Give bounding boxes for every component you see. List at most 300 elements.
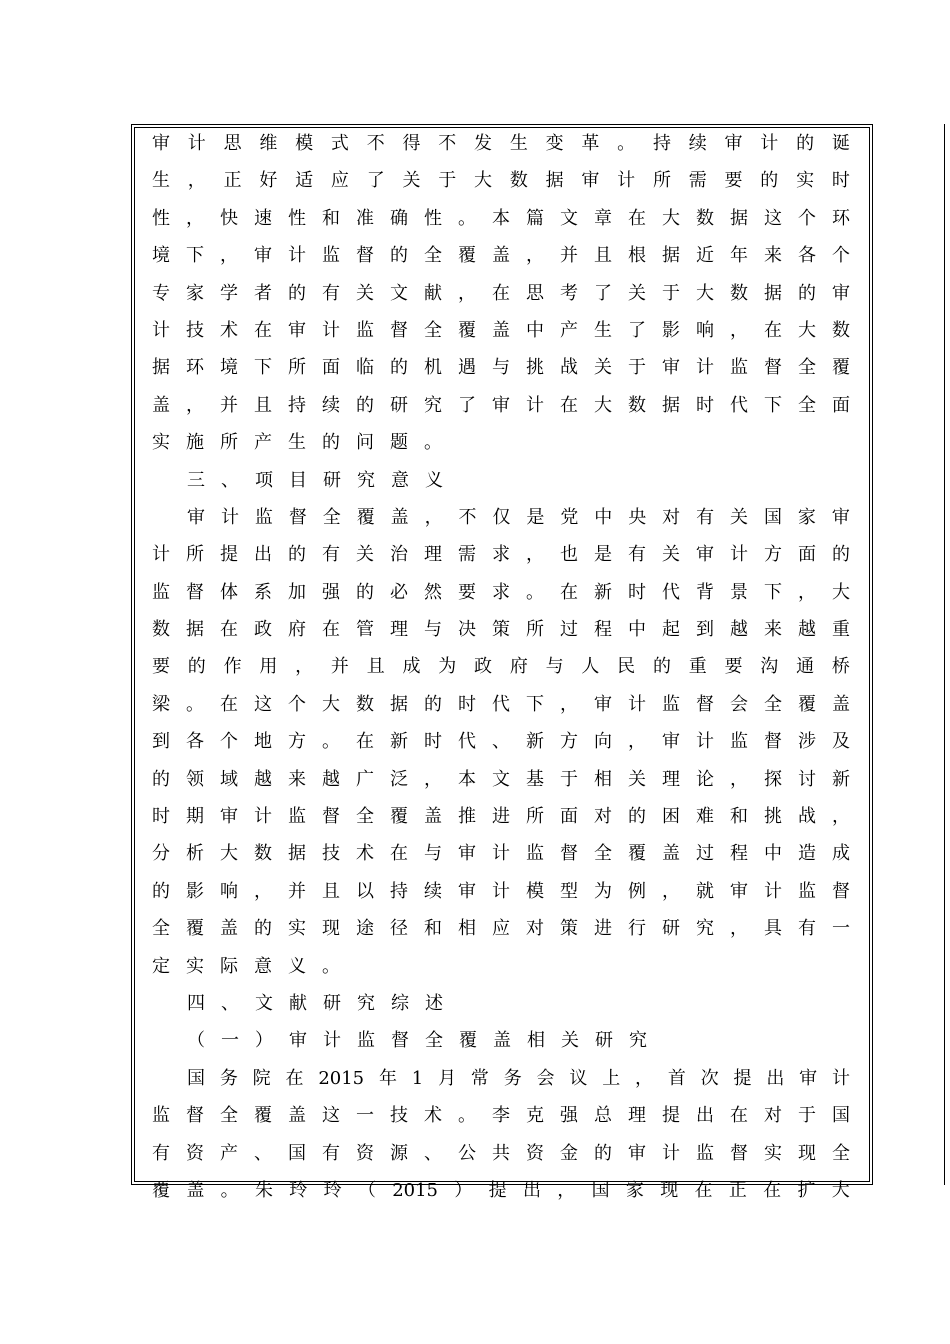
glyph: 重 [832, 619, 850, 641]
text-line [152, 948, 850, 985]
glyph: 来 [288, 768, 306, 790]
glyph: 环 [186, 357, 204, 379]
glyph: 必 [390, 581, 408, 603]
glyph: 监 [357, 1030, 375, 1052]
text-line [152, 312, 850, 349]
glyph: 。 [322, 731, 340, 753]
glyph: 全 [798, 357, 816, 379]
glyph: 面 [322, 357, 340, 379]
glyph: 实 [152, 432, 170, 454]
glyph: 学 [220, 282, 238, 304]
glyph: 审 [220, 806, 238, 828]
glyph: 要 [152, 656, 170, 678]
glyph: 持 [390, 880, 408, 902]
glyph: 的 [152, 768, 170, 790]
text-line [152, 200, 850, 237]
glyph: 关 [561, 1030, 579, 1052]
glyph: 准 [356, 207, 374, 229]
glyph: 朱 [254, 1179, 273, 1201]
glyph: 的 [322, 432, 340, 454]
glyph: 出 [696, 1105, 714, 1127]
glyph: ， [832, 806, 850, 828]
text-line [152, 1135, 850, 1172]
glyph: 时 [696, 394, 714, 416]
glyph: 研 [390, 394, 408, 416]
glyph: 所 [288, 357, 306, 379]
glyph: 方 [560, 731, 578, 753]
section-heading [152, 462, 850, 499]
glyph: 各 [186, 731, 204, 753]
glyph: 民 [617, 656, 636, 678]
glyph: 府 [288, 619, 306, 641]
glyph: 个 [798, 207, 816, 229]
glyph: 盖 [492, 319, 510, 341]
glyph: ， [628, 731, 646, 753]
glyph: 在 [322, 619, 340, 641]
glyph: 督 [391, 1030, 409, 1052]
glyph: 数 [730, 282, 748, 304]
glyph: 督 [832, 880, 850, 902]
glyph: 共 [492, 1142, 510, 1164]
text-line [152, 125, 850, 162]
glyph: 金 [560, 1142, 578, 1164]
glyph: 大 [832, 581, 850, 603]
glyph: 产 [220, 1142, 238, 1164]
glyph: 中 [764, 843, 782, 865]
glyph: 覆 [390, 806, 408, 828]
glyph: 现 [322, 918, 340, 940]
glyph: 大 [594, 394, 612, 416]
glyph: 沟 [760, 656, 779, 678]
glyph: 国 [288, 1142, 306, 1164]
glyph: 是 [526, 506, 545, 528]
glyph: 与 [492, 357, 510, 379]
glyph: 计 [323, 1030, 341, 1052]
glyph: 然 [424, 581, 442, 603]
glyph: 代 [730, 394, 748, 416]
glyph: 难 [696, 806, 714, 828]
glyph: 性 [288, 207, 306, 229]
glyph: ， [424, 506, 443, 528]
glyph: 审 [458, 880, 476, 902]
glyph: 计 [152, 319, 170, 341]
glyph: 大 [831, 1179, 850, 1201]
glyph: 玲 [323, 1179, 342, 1201]
glyph: 项 [255, 469, 273, 491]
glyph: 审 [492, 394, 510, 416]
text-line [152, 723, 850, 760]
glyph: 大 [220, 843, 238, 865]
glyph: 的 [424, 693, 442, 715]
glyph: 这 [254, 693, 272, 715]
glyph: 所 [186, 544, 204, 566]
glyph: 计 [832, 1067, 850, 1089]
text-line [152, 798, 850, 835]
glyph: 程 [594, 619, 612, 641]
glyph: 议 [569, 1067, 588, 1089]
glyph: 党 [560, 506, 579, 528]
glyph: 响 [220, 880, 238, 902]
glyph: 领 [186, 768, 204, 790]
glyph: 督 [186, 581, 204, 603]
glyph: 新 [594, 581, 612, 603]
glyph: 大 [474, 170, 493, 192]
glyph: 起 [662, 619, 680, 641]
glyph: ， [220, 245, 238, 267]
glyph: 国 [591, 1179, 610, 1201]
glyph: 相 [594, 768, 612, 790]
glyph: 系 [254, 581, 272, 603]
glyph: 要 [724, 656, 743, 678]
glyph: 覆 [628, 843, 646, 865]
glyph: 督 [390, 319, 408, 341]
glyph: 管 [356, 619, 374, 641]
glyph: 持 [652, 133, 671, 154]
glyph: 对 [764, 1105, 782, 1127]
glyph: 在 [560, 581, 578, 603]
glyph: 出 [766, 1067, 785, 1089]
glyph: 家 [625, 1179, 644, 1201]
glyph: 有 [798, 918, 816, 940]
text-line [152, 349, 850, 386]
glyph: 据 [390, 693, 408, 715]
glyph: 监 [254, 506, 273, 528]
glyph: 审 [696, 544, 714, 566]
glyph: 盖 [424, 806, 442, 828]
glyph: 进 [492, 806, 510, 828]
glyph: 审 [581, 170, 600, 192]
glyph: 决 [458, 619, 476, 641]
glyph: 性 [152, 207, 170, 229]
glyph: 监 [288, 806, 306, 828]
glyph: 个 [832, 245, 850, 267]
glyph: 的 [760, 170, 779, 192]
glyph: 于 [798, 1105, 816, 1127]
glyph: 督 [322, 806, 340, 828]
glyph: 全 [594, 843, 612, 865]
glyph: 需 [458, 544, 476, 566]
glyph: 根 [628, 245, 646, 267]
glyph: 的 [390, 357, 408, 379]
text-line [152, 1060, 850, 1097]
glyph: 性 [424, 207, 442, 229]
glyph: 越 [322, 768, 340, 790]
glyph: 覆 [186, 918, 204, 940]
glyph: 监 [730, 731, 748, 753]
glyph: 全 [425, 1030, 443, 1052]
glyph: 地 [254, 731, 272, 753]
glyph: 广 [356, 768, 374, 790]
glyph: ， [254, 880, 272, 902]
glyph: 径 [390, 918, 408, 940]
glyph: 一 [832, 918, 850, 940]
glyph: 环 [832, 207, 850, 229]
glyph: 审 [662, 357, 680, 379]
glyph: 覆 [458, 319, 476, 341]
glyph: 有 [322, 282, 340, 304]
text-line [152, 873, 850, 910]
glyph: 献 [289, 992, 307, 1014]
glyph: 文 [560, 207, 578, 229]
glyph: 意 [254, 955, 272, 977]
glyph: 代 [458, 731, 476, 753]
glyph: 数 [696, 207, 714, 229]
text-line [152, 648, 850, 685]
glyph: 研 [595, 1030, 613, 1052]
glyph: 越 [254, 768, 272, 790]
glyph: 在 [628, 207, 646, 229]
glyph: 覆 [458, 245, 476, 267]
text-line [152, 1172, 850, 1209]
glyph: 玲 [289, 1179, 308, 1201]
glyph: 在 [390, 843, 408, 865]
glyph: 战 [798, 806, 816, 828]
glyph: ， [295, 656, 314, 678]
glyph: 计 [220, 506, 239, 528]
glyph: 国 [763, 506, 782, 528]
glyph: 国 [187, 1067, 205, 1089]
glyph: 推 [458, 806, 476, 828]
glyph: 义 [288, 955, 306, 977]
glyph: 是 [594, 544, 612, 566]
glyph: 型 [560, 880, 578, 902]
glyph: 与 [424, 843, 442, 865]
glyph: 生 [288, 432, 306, 454]
glyph: 年 [730, 245, 748, 267]
glyph: 盖 [493, 1030, 511, 1052]
glyph: ， [458, 282, 476, 304]
glyph: 提 [662, 1105, 680, 1127]
glyph: 在 [492, 282, 510, 304]
glyph: 各 [798, 245, 816, 267]
text-line [152, 910, 850, 947]
glyph: 一 [221, 1030, 239, 1052]
glyph: 在 [764, 319, 782, 341]
glyph: 术 [424, 1105, 442, 1127]
glyph: 据 [186, 619, 204, 641]
glyph: 在 [356, 731, 374, 753]
glyph: 理 [424, 544, 442, 566]
glyph: 遇 [458, 357, 476, 379]
glyph: 体 [220, 581, 238, 603]
glyph: 现 [660, 1179, 679, 1201]
glyph: 考 [560, 282, 578, 304]
glyph: 下 [526, 693, 544, 715]
glyph: 现 [798, 1142, 816, 1164]
glyph: ） [454, 1179, 473, 1201]
glyph: 义 [425, 469, 443, 491]
glyph: 影 [186, 880, 204, 902]
glyph: 文 [255, 992, 273, 1014]
glyph: 越 [730, 619, 748, 641]
glyph: 次 [700, 1067, 719, 1089]
glyph: 。 [526, 581, 544, 603]
glyph: 文 [492, 768, 510, 790]
glyph: 综 [391, 992, 409, 1014]
glyph: 要 [724, 170, 743, 192]
glyph: 应 [492, 918, 510, 940]
glyph: 计 [492, 843, 510, 865]
glyph: 理 [628, 1105, 646, 1127]
glyph: 这 [764, 207, 782, 229]
glyph: 首 [667, 1067, 686, 1089]
glyph: 策 [492, 619, 510, 641]
glyph: 的 [628, 806, 646, 828]
glyph: 且 [322, 880, 340, 902]
glyph: 所 [652, 170, 671, 192]
glyph: 家 [186, 282, 204, 304]
glyph: 督 [696, 693, 714, 715]
glyph: 正 [223, 170, 242, 192]
glyph: 续 [322, 394, 340, 416]
glyph: 监 [356, 319, 374, 341]
glyph: 了 [628, 319, 646, 341]
glyph: 出 [522, 1179, 541, 1201]
glyph: 李 [492, 1105, 510, 1127]
text-line [152, 686, 850, 723]
glyph: 大 [322, 693, 340, 715]
glyph: 于 [438, 170, 457, 192]
glyph: 向 [594, 731, 612, 753]
glyph: 审 [254, 245, 272, 267]
glyph: 覆 [152, 1179, 170, 1201]
glyph: 来 [764, 245, 782, 267]
glyph: 一 [356, 1105, 374, 1127]
glyph: 、 [424, 1142, 442, 1164]
glyph: 生 [509, 133, 528, 154]
glyph: 覆 [356, 506, 375, 528]
glyph: 适 [295, 170, 314, 192]
glyph: 四 [187, 992, 205, 1014]
glyph: 探 [764, 768, 782, 790]
glyph: 计 [492, 880, 510, 902]
glyph: 变 [545, 133, 564, 154]
glyph: 造 [798, 843, 816, 865]
glyph: 、 [221, 469, 239, 491]
glyph: 。 [322, 955, 340, 977]
glyph: 于 [628, 357, 646, 379]
glyph: ， [730, 768, 748, 790]
glyph: 监 [152, 581, 170, 603]
glyph: 代 [662, 581, 680, 603]
glyph: 覆 [254, 1105, 272, 1127]
glyph: 计 [254, 806, 272, 828]
glyph: 有 [322, 1142, 340, 1164]
glyph: 作 [223, 656, 242, 678]
glyph: 计 [526, 394, 544, 416]
glyph: 面 [832, 394, 850, 416]
glyph: 大 [662, 207, 680, 229]
glyph: 监 [730, 357, 748, 379]
glyph: 途 [356, 918, 374, 940]
glyph: 进 [594, 918, 612, 940]
glyph: 。 [458, 1105, 476, 1127]
glyph: 盖 [152, 394, 170, 416]
glyph: 式 [330, 133, 349, 154]
glyph: 时 [152, 806, 170, 828]
glyph: 有 [628, 544, 646, 566]
text-line [152, 237, 850, 274]
text-line [152, 162, 850, 199]
glyph: 方 [764, 544, 782, 566]
glyph: 盖 [492, 245, 510, 267]
glyph: 快 [220, 207, 238, 229]
glyph: 审 [458, 843, 476, 865]
glyph: 不 [366, 133, 385, 154]
glyph: ， [560, 693, 578, 715]
glyph: 在 [560, 394, 578, 416]
glyph: 速 [254, 207, 272, 229]
text-line [152, 761, 850, 798]
section-heading [152, 985, 850, 1022]
glyph: 监 [662, 693, 680, 715]
glyph: 为 [594, 880, 612, 902]
glyph: 审 [289, 1030, 307, 1052]
glyph: 过 [696, 843, 714, 865]
glyph: 于 [560, 768, 578, 790]
glyph: 需 [688, 170, 707, 192]
glyph: 据 [730, 207, 748, 229]
glyph: 计 [152, 544, 170, 566]
glyph: 的 [187, 656, 206, 678]
glyph: 有 [322, 544, 340, 566]
glyph: 。 [617, 133, 636, 154]
glyph: 景 [730, 581, 748, 603]
glyph: 关 [594, 357, 612, 379]
glyph: 并 [220, 394, 238, 416]
glyph: 技 [186, 319, 204, 341]
glyph: 实 [288, 918, 306, 940]
glyph: 覆 [798, 693, 816, 715]
glyph: 分 [152, 843, 170, 865]
glyph: 督 [356, 245, 374, 267]
glyph: 2015 [392, 1179, 438, 1201]
glyph: 人 [581, 656, 600, 678]
glyph: 涉 [798, 731, 816, 753]
glyph: 好 [259, 170, 278, 192]
glyph: 技 [390, 1105, 408, 1127]
glyph: 时 [424, 731, 442, 753]
glyph: 得 [402, 133, 421, 154]
glyph: 全 [356, 806, 374, 828]
glyph: 监 [696, 1142, 714, 1164]
glyph: 总 [594, 1105, 612, 1127]
glyph: 在 [220, 619, 238, 641]
glyph: 在 [694, 1179, 713, 1201]
glyph: 督 [764, 357, 782, 379]
glyph: 生 [152, 170, 170, 192]
glyph: 的 [254, 918, 272, 940]
glyph: 的 [832, 544, 850, 566]
glyph: 月 [438, 1067, 457, 1089]
glyph: 研 [662, 918, 680, 940]
glyph: 革 [581, 133, 600, 154]
glyph: 续 [688, 133, 707, 154]
glyph: 的 [796, 133, 815, 154]
glyph: 关 [356, 544, 374, 566]
glyph: 文 [390, 282, 408, 304]
glyph: 时 [831, 170, 850, 192]
glyph: 全 [424, 245, 442, 267]
glyph: 并 [330, 656, 349, 678]
text-line [152, 424, 850, 461]
glyph: 大 [696, 282, 714, 304]
glyph: 实 [764, 1142, 782, 1164]
glyph: 且 [366, 656, 385, 678]
glyph: 数 [628, 394, 646, 416]
glyph: 、 [221, 992, 239, 1014]
text-line [152, 574, 850, 611]
